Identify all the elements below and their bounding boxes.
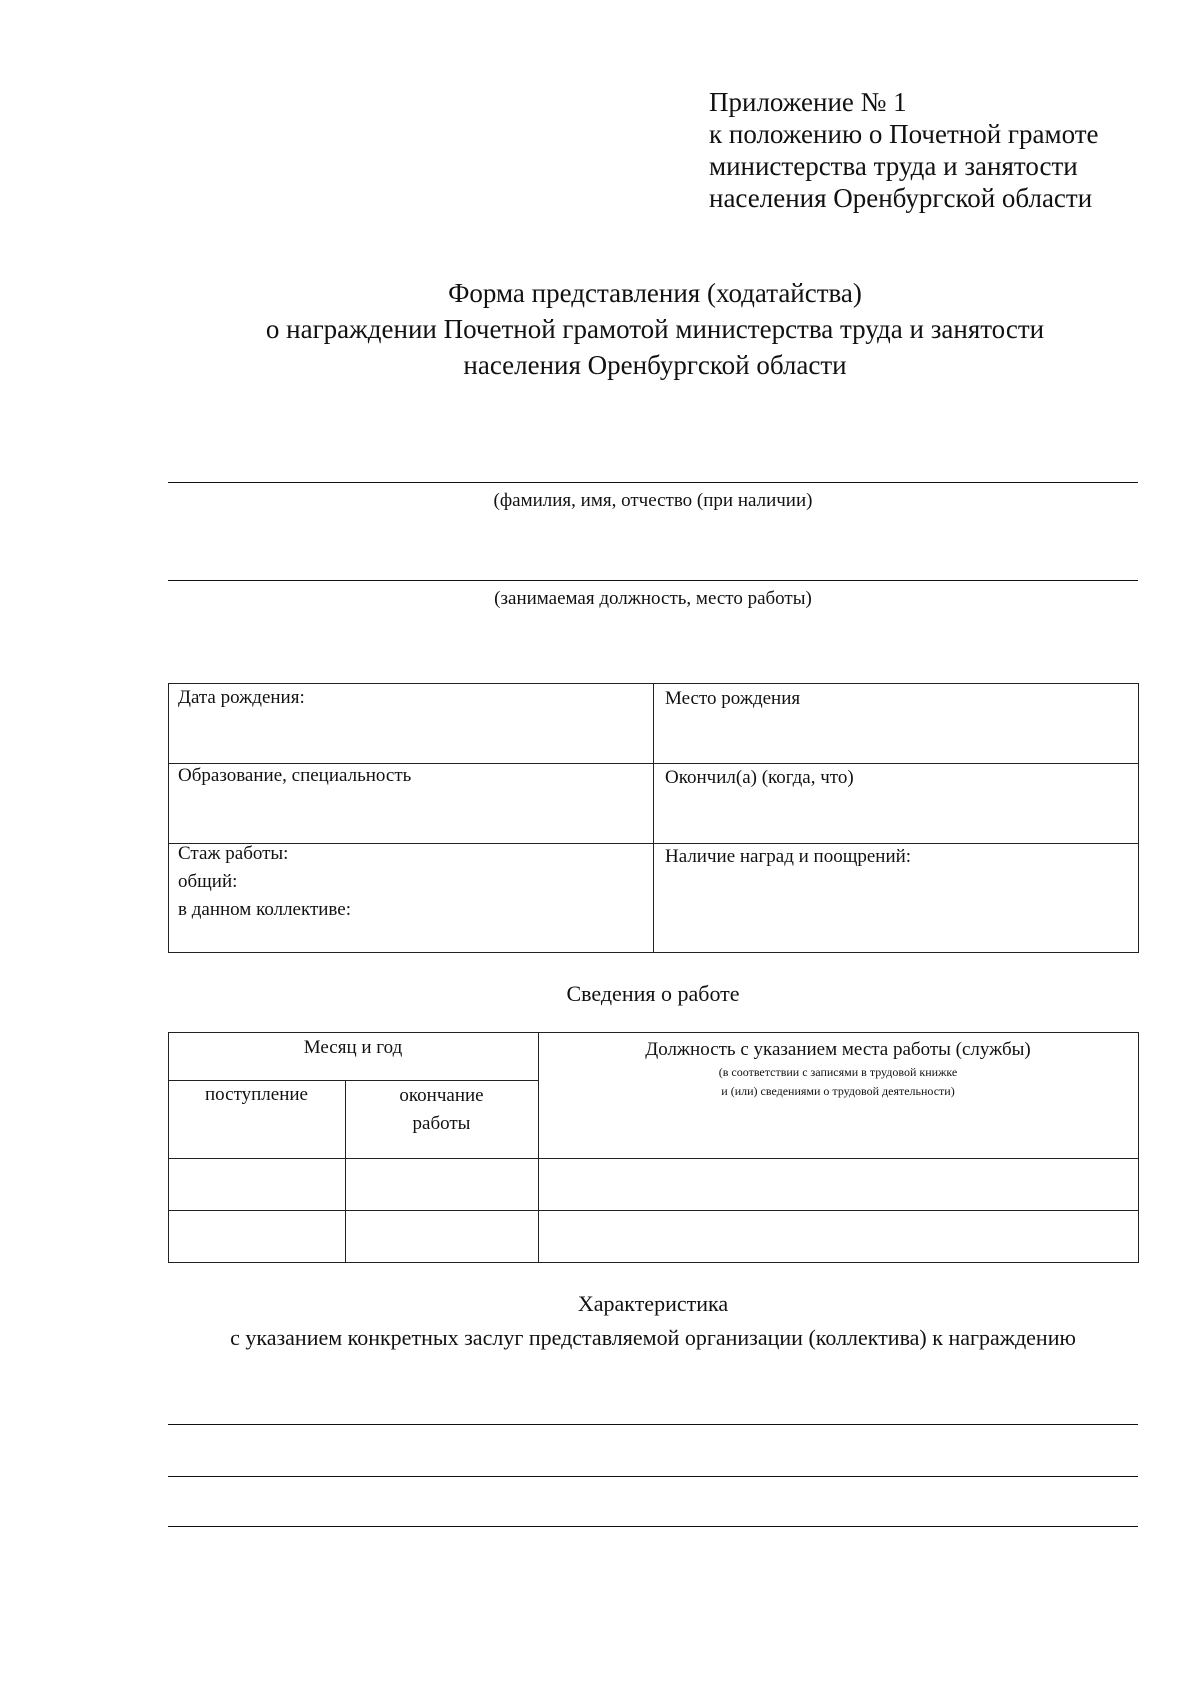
position-caption: (занимаемая должность, место работы) <box>494 588 812 609</box>
start-date-header: поступление <box>205 1084 308 1105</box>
birth-place-cell[interactable]: Место рождения <box>665 688 801 709</box>
position-header: Должность с указанием места работы (службы) <box>645 1039 1031 1060</box>
awards-cell[interactable]: Наличие наград и поощрений: <box>665 846 912 867</box>
experience-label[interactable]: Стаж работы: <box>178 843 289 864</box>
table-border <box>1138 683 1139 953</box>
table-border <box>168 1262 1139 1263</box>
appendix-number: Приложение № 1 <box>709 87 907 117</box>
table-border <box>168 1032 1139 1033</box>
form-title-line: Форма представления (ходатайства) <box>448 278 862 308</box>
work-start-cell[interactable] <box>170 1160 344 1209</box>
experience-total[interactable]: общий: <box>178 871 238 892</box>
characteristic-input-line[interactable] <box>168 1526 1138 1527</box>
table-border <box>1138 1032 1139 1262</box>
table-border <box>653 683 654 953</box>
work-section-heading: Сведения о работе <box>566 981 740 1006</box>
form-title-line: о награждении Почетной грамотой министерства труда и занятости <box>265 314 1045 344</box>
birth-date-cell[interactable]: Дата рождения: <box>178 687 305 708</box>
work-end-cell[interactable] <box>347 1160 537 1209</box>
appendix-line: к положению о Почетной грамоте <box>709 119 1099 149</box>
experience-team[interactable]: в данном коллективе: <box>178 899 352 920</box>
appendix-line: населения Оренбургской области <box>709 183 1093 213</box>
end-date-header-line2: работы <box>412 1113 471 1134</box>
appendix-header <box>709 86 1099 214</box>
position-input-line[interactable] <box>168 580 1138 581</box>
characteristic-subheading: с указанием конкретных заслуг представляемой организации (коллектива) к награждению <box>230 1325 1076 1350</box>
month-year-header: Месяц и год <box>303 1037 403 1058</box>
work-start-cell[interactable] <box>170 1212 344 1261</box>
education-cell[interactable]: Образование, специальность <box>178 765 412 786</box>
appendix-line: министерства труда и занятости <box>709 151 1078 181</box>
table-border <box>168 1210 1139 1211</box>
table-border <box>168 683 169 953</box>
end-date-header-line1: окончание <box>399 1085 484 1106</box>
table-border <box>168 1032 169 1262</box>
fio-caption: (фамилия, имя, отчество (при наличии) <box>493 490 813 511</box>
fio-input-line[interactable] <box>168 482 1138 483</box>
table-border <box>168 1158 1139 1159</box>
form-title <box>200 275 1110 383</box>
position-note-line1: (в соответствии с записями в трудовой книжке <box>718 1065 958 1079</box>
work-position-cell[interactable] <box>540 1160 1137 1209</box>
graduated-cell[interactable]: Окончил(а) (когда, что) <box>665 767 854 788</box>
form-title-line: населения Оренбургской области <box>463 350 847 380</box>
characteristic-input-line[interactable] <box>168 1424 1138 1425</box>
work-position-cell[interactable] <box>540 1212 1137 1261</box>
work-end-cell[interactable] <box>347 1212 537 1261</box>
characteristic-input-line[interactable] <box>168 1476 1138 1477</box>
position-note-line2: и (или) сведениями о трудовой деятельности) <box>721 1084 955 1098</box>
characteristic-heading: Характеристика <box>577 1291 729 1316</box>
